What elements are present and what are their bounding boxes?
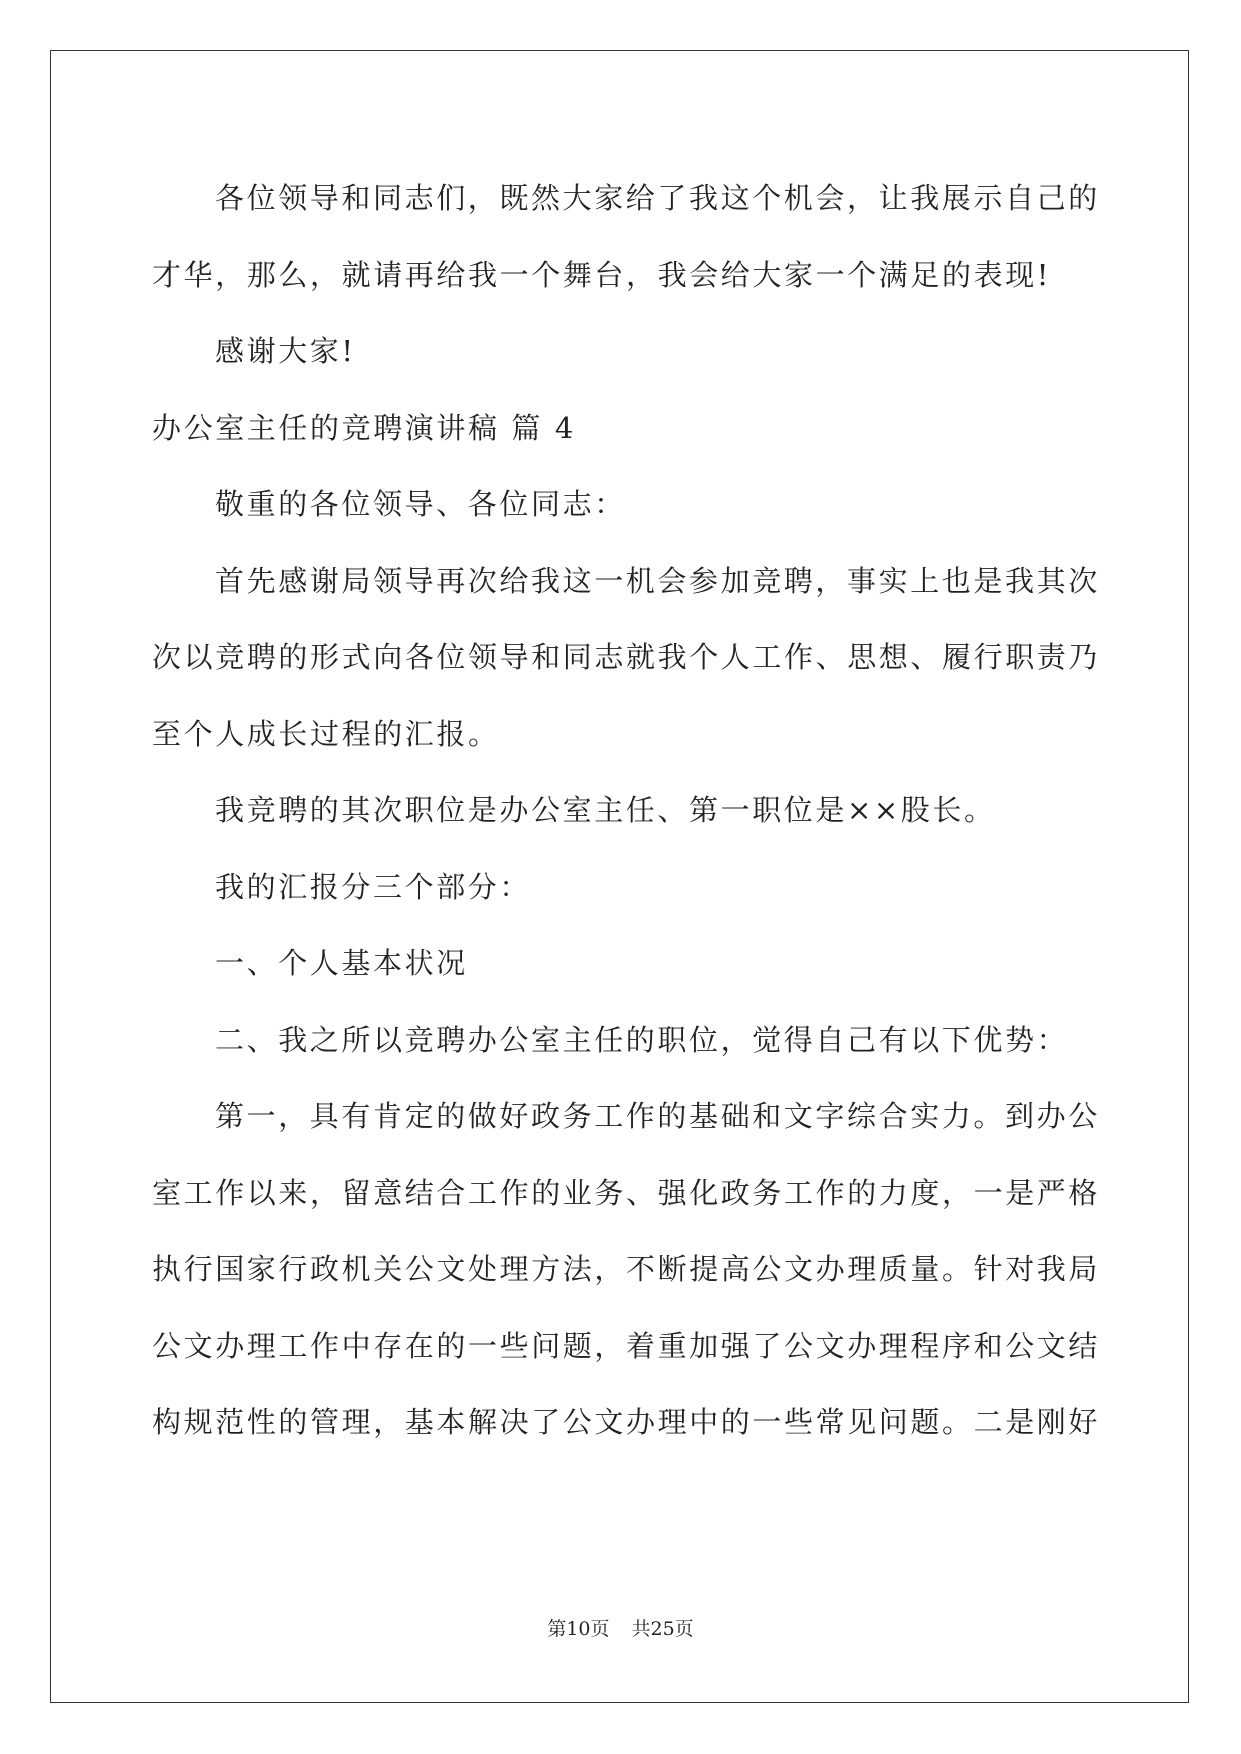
paragraph-line: 执行国家行政机关公文处理方法，不断提高公文办理质量。针对我局: [152, 1252, 1101, 1286]
page-number: 第10页: [547, 1618, 610, 1640]
paragraph-line: 次以竞聘的形式向各位领导和同志就我个人工作、思想、履行职责乃: [152, 640, 1101, 674]
page-footer: [0, 1614, 1241, 1641]
paragraph-line: 才华，那么，就请再给我一个舞台，我会给大家一个满足的表现!: [152, 257, 1052, 292]
salutation: 敬重的各位领导、各位同志：: [215, 487, 626, 521]
document-body: [152, 160, 1101, 1461]
paragraph-line: 构规范性的管理，基本解决了公文办理中的一些常见问题。二是刚好: [152, 1405, 1101, 1439]
list-item: 二、我之所以竞聘办公室主任的职位，觉得自己有以下优势：: [215, 1022, 1069, 1057]
list-item: 一、个人基本状况: [215, 946, 468, 980]
paragraph-line: 公文办理工作中存在的一些问题，着重加强了公文办理程序和公文结: [152, 1328, 1101, 1363]
paragraph-line: 我竞聘的其次职位是办公室主任、第一职位是××股长。: [215, 793, 996, 827]
section-heading: 办公室主任的竞聘演讲稿 篇 4: [152, 410, 576, 445]
paragraph-line: 感谢大家!: [215, 334, 356, 368]
paragraph-line: 至个人成长过程的汇报。: [152, 716, 500, 751]
paragraph-line: 各位领导和同志们，既然大家给了我这个机会，让我展示自己的: [215, 181, 1100, 215]
paragraph-line: 我的汇报分三个部分：: [215, 869, 532, 904]
paragraph-line: 第一，具有肯定的做好政务工作的基础和文字综合实力。到办公: [215, 1099, 1100, 1133]
page-total: 共25页: [631, 1618, 694, 1640]
paragraph-line: 室工作以来，留意结合工作的业务、强化政务工作的力度，一是严格: [152, 1175, 1101, 1210]
paragraph-line: 首先感谢局领导再次给我这一机会参加竞聘，事实上也是我其次: [215, 563, 1100, 598]
